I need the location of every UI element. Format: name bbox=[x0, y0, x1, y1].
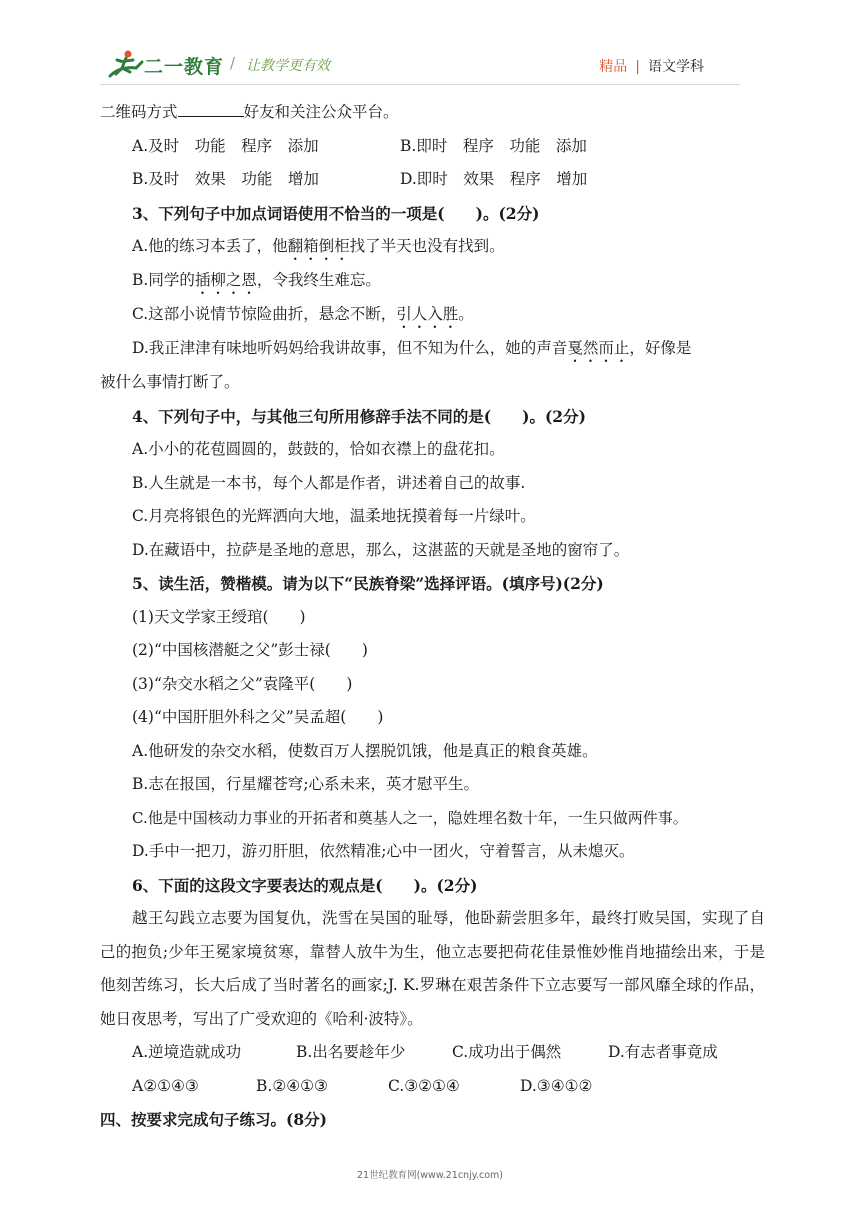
text-segment: 找了半天也没有找到。 bbox=[349, 237, 505, 255]
dotted-word: 引人入胜 bbox=[396, 305, 459, 323]
choice-b: B.②④①③ bbox=[256, 1076, 328, 1095]
text-segment: 二维码方式 bbox=[100, 103, 178, 121]
q5-option-d: D.手中一把刀，游刃肝胆，依然精准;心中一团火，守着誓言，从未熄灭。 bbox=[132, 842, 635, 860]
option-b: B.即时 程序 功能 添加 bbox=[400, 136, 587, 155]
q5-item-3: (3)“杂交水稻之父”袁隆平( ) bbox=[132, 674, 353, 693]
text-segment: B.同学的 bbox=[132, 271, 195, 289]
text-segment: 。 bbox=[458, 305, 474, 323]
q4-option-b: B.人生就是一本书，每个人都是作者，讲述着自己的故事. bbox=[132, 473, 526, 492]
answer-blank bbox=[178, 98, 244, 117]
q5-item-1: (1)天文学家王绶琯( ) bbox=[132, 607, 306, 626]
q6-choices bbox=[100, 1070, 765, 1104]
q3-option-d-continued: 被什么事情打断了。 bbox=[100, 373, 240, 391]
q5-option-b: B.志在报国，行星耀苍穹;心系未来，英才慰平生。 bbox=[132, 775, 480, 793]
text-segment: D.我正津津有味地听妈妈给我讲故事，但不知为什么，她的声音 bbox=[132, 339, 568, 357]
option-a: A.及时 功能 程序 添加 bbox=[132, 136, 319, 155]
logo bbox=[106, 48, 336, 82]
q3-option-a bbox=[100, 230, 765, 264]
logo-slogan: 让教学更有效 bbox=[246, 58, 330, 74]
text-line bbox=[100, 96, 765, 130]
statement-1: A.逆境造就成功 bbox=[132, 1043, 242, 1061]
header-divider bbox=[100, 84, 740, 85]
text-segment: C.这部小说情节惊险曲折，悬念不断， bbox=[132, 305, 397, 323]
question-5: 5、读生活，赞楷模。请为以下“民族脊梁”选择评语。(填序号)(2分) bbox=[132, 574, 604, 593]
option-row bbox=[100, 163, 765, 197]
section-4-title: 四、按要求完成句子练习。(8分) bbox=[100, 1110, 327, 1129]
option-row bbox=[100, 130, 765, 164]
choice-d: D.③④①② bbox=[520, 1076, 593, 1095]
choice-a: A②①④③ bbox=[132, 1076, 199, 1095]
dotted-word: 戛然而止 bbox=[567, 339, 630, 357]
dotted-word: 插柳之恩 bbox=[194, 271, 257, 289]
page-footer: 21世纪教育网(www.21cnjy.com) bbox=[356, 1170, 503, 1181]
logo-text: 二一教育 bbox=[144, 56, 225, 78]
text-segment: 好友和关注公众平台。 bbox=[243, 103, 399, 121]
tag-subject: 语文学科 bbox=[648, 59, 704, 75]
q5-option-a: A.他研发的杂交水稻，使数百万人摆脱饥饿，他是真正的粮食英雄。 bbox=[132, 741, 598, 760]
question-6: 6、下面的这段文字要表达的观点是( )。(2分) bbox=[132, 875, 478, 895]
dotted-word: 翻箱倒柜 bbox=[287, 237, 350, 255]
statement-3: C.成功出于偶然 bbox=[452, 1043, 562, 1061]
tag-divider: | bbox=[635, 59, 640, 75]
statement-4: D.有志者事竟成 bbox=[608, 1043, 718, 1061]
q3-option-d bbox=[100, 332, 765, 366]
logo-separator: / bbox=[230, 54, 236, 72]
document-body bbox=[100, 96, 765, 1137]
subject-tag bbox=[599, 56, 704, 76]
statement-2: B.出名要趁年少 bbox=[296, 1043, 406, 1061]
question-3: 3、下列句子中加点词语使用不恰当的一项是( )。(2分) bbox=[132, 203, 540, 223]
text-segment: ，令我终生难忘。 bbox=[256, 271, 381, 289]
q4-option-d: D.在藏语中，拉萨是圣地的意思，那么，这湛蓝的天就是圣地的窗帘了。 bbox=[132, 540, 630, 559]
runner-logo-icon bbox=[106, 48, 146, 80]
q6-statements bbox=[100, 1036, 765, 1070]
q6-passage: 越王勾践立志要为国复仇，洗雪在吴国的耻辱，他卧薪尝胆多年，最终打败吴国，实现了自己的抱负;少年王冕家境贫寒，靠替人放牛为生，他立志要把荷花佳景惟妙惟肖地描绘出来，于是他刻苦练习，长大后成了当时著名的画家;J. K.罗琳在艰苦条件下立志要写一部风靡全球的作品，她日夜思考，写出了广受欢迎的《哈利·波特》。 bbox=[100, 909, 765, 1028]
q5-item-2: (2)“中国核潜艇之父”彭士禄( ) bbox=[132, 641, 368, 659]
q3-option-b bbox=[100, 264, 765, 298]
q4-option-c: C.月亮将银色的光辉洒向大地，温柔地抚摸着每一片绿叶。 bbox=[132, 507, 536, 525]
q5-item-4: (4)“中国肝胆外科之父”吴孟超( ) bbox=[132, 708, 384, 726]
option-d: D.即时 效果 程序 增加 bbox=[400, 170, 588, 188]
choice-c: C.③②①④ bbox=[388, 1076, 460, 1095]
text-segment: A.他的练习本丢了，他 bbox=[132, 237, 288, 255]
option-c: B.及时 效果 功能 增加 bbox=[132, 170, 319, 188]
tag-premium: 精品 bbox=[599, 59, 628, 75]
q4-option-a: A.小小的花苞圆圆的，鼓鼓的，恰如衣襟上的盘花扣。 bbox=[132, 440, 505, 458]
page-header bbox=[0, 0, 860, 90]
q5-option-c: C.他是中国核动力事业的开拓者和奠基人之一，隐姓埋名数十年，一生只做两件事。 bbox=[132, 808, 688, 827]
question-4: 4、下列句子中，与其他三句所用修辞手法不同的是( )。(2分) bbox=[132, 406, 586, 426]
text-segment: ，好像是 bbox=[629, 339, 692, 357]
q3-option-c bbox=[100, 298, 765, 332]
